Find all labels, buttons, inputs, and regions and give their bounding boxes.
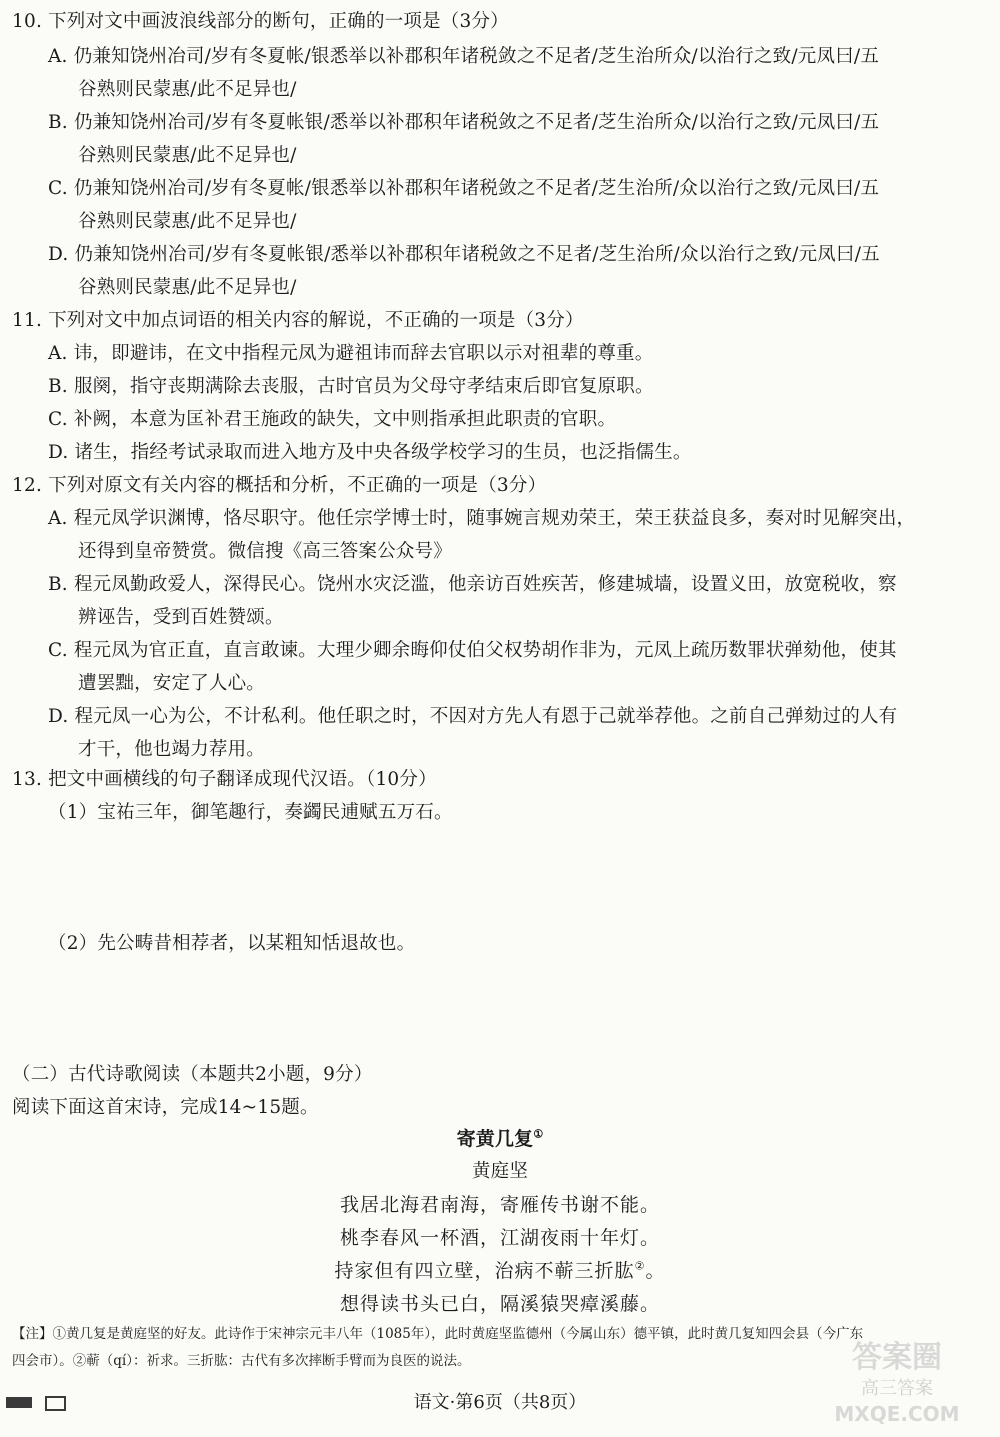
section-intro: 阅读下面这首宋诗，完成14~15题。 — [12, 1097, 319, 1118]
question-11-stem: 11. 下列对文中加点词语的相关内容的解说，不正确的一项是（3分） — [12, 310, 584, 331]
footnote-line-2: 四会市）。②蕲（qí）：祈求。三折肱：古代有多次摔断手臂而为良医的说法。 — [12, 1353, 471, 1369]
question-10-option-d: D. 仍兼知饶州冶司/岁有冬夏帐银/悉举以补郡积年诸税敛之不足者/芝生治所/众以治行之致/元凤曰/五 — [48, 244, 880, 265]
question-10-option-c: C. 仍兼知饶州冶司/岁有冬夏帐/银悉举以补郡积年诸税敛之不足者/芝生治所/众以治行之致/元凤曰/五 — [48, 178, 880, 199]
poem-author: 黄庭坚 — [471, 1161, 529, 1182]
question-12-option-b-cont: 辨诬告，受到百姓赞颂。 — [78, 607, 284, 628]
question-11-option-a: A. 讳，即避讳，在文中指程元凤为避祖讳而辞去官职以示对祖辈的尊重。 — [48, 343, 654, 364]
question-10-option-d-cont: 谷熟则民蒙惠/此不足异也/ — [78, 277, 297, 298]
question-12-stem: 12. 下列对原文有关内容的概括和分析，不正确的一项是（3分） — [12, 475, 547, 496]
question-13-sentence-2: （2）先公畴昔相荐者，以某粗知恬退故也。 — [48, 933, 416, 954]
question-12-option-d-cont: 才干，他也竭力荐用。 — [78, 739, 266, 760]
question-11-option-b: B. 服阕，指守丧期满除去丧服，古时官员为父母守孝结束后即官复原职。 — [48, 376, 654, 397]
watermark-text-2: 高三答案 — [861, 1378, 933, 1399]
poem-line-3-end: 。 — [645, 1260, 666, 1282]
watermark-text-1: 答案圈 — [852, 1340, 942, 1375]
question-10-option-c-cont: 谷熟则民蒙惠/此不足异也/ — [78, 211, 297, 232]
watermark-logo — [822, 1340, 972, 1430]
footnote-line-1: 【注】①黄几复是黄庭坚的好友。此诗作于宋神宗元丰八年（1085年），此时黄庭坚监德州（今属山东）德平镇，此时黄几复知四会县（今广东 — [12, 1326, 864, 1342]
poem-line-4: 想得读书头已白，隔溪猿哭瘴溪藤。 — [339, 1293, 660, 1315]
poem-title-text: 寄黄几复 — [456, 1128, 534, 1150]
question-11-option-c: C. 补阙，本意为匡补君王施政的缺失，文中则指承担此职责的官职。 — [48, 409, 617, 430]
question-10-option-a-cont: 谷熟则民蒙惠/此不足异也/ — [78, 79, 297, 100]
question-10-stem: 10. 下列对文中画波浪线部分的断句，正确的一项是（3分） — [12, 11, 509, 32]
poem-line-1: 我居北海君南海，寄雁传书谢不能。 — [339, 1194, 660, 1216]
question-11-option-d: D. 诸生，指经考试录取而进入地方及中央各级学校学习的生员，也泛指儒生。 — [48, 442, 692, 463]
question-12-option-d: D. 程元凤一心为公，不计私利。他任职之时，不因对方先人有恩于己就举荐他。之前自己弹劾过的人有 — [48, 706, 898, 727]
poem-line-3-note-marker: ② — [634, 1259, 646, 1273]
page-number: 语文·第6页（共8页） — [413, 1392, 587, 1413]
question-12-option-c: C. 程元凤为官正直，直言敢谏。大理少卿余晦仰仗伯父权势胡作非为，元凤上疏历数罪状弹劾他，使其 — [48, 640, 897, 661]
question-12-option-a-cont: 还得到皇帝赞赏。微信搜《高三答案公众号》 — [78, 541, 453, 562]
question-13-sentence-1: （1）宝祐三年，御笔趣行，奏蠲民逋赋五万石。 — [48, 802, 453, 823]
poem-line-3-text: 持家但有四立壁，治病不蕲三折肱 — [334, 1260, 635, 1282]
poem-line-3 — [0, 1259, 1000, 1283]
poem-line-2: 桃李春风一杯酒，江湖夜雨十年灯。 — [339, 1227, 660, 1249]
question-12-option-a: A. 程元凤学识渊博，恪尽职守。他任宗学博士时，随事婉言规劝荣王，荣王获益良多，奏对时见解突出， — [48, 508, 916, 529]
section-heading: （二）古代诗歌阅读（本题共2小题，9分） — [12, 1064, 373, 1085]
question-13-stem: 13. 把文中画横线的句子翻译成现代汉语。（10分） — [12, 769, 437, 790]
question-10-option-b: B. 仍兼知饶州冶司/岁有冬夏帐银/悉举以补郡积年诸税敛之不足者/芝生治所众/以治行之致/元凤曰/五 — [48, 112, 880, 133]
question-10-option-b-cont: 谷熟则民蒙惠/此不足异也/ — [78, 145, 297, 166]
question-10-option-a: A. 仍兼知饶州冶司/岁有冬夏帐/银悉举以补郡积年诸税敛之不足者/芝生治所众/以治行之致/元凤曰/五 — [48, 46, 880, 67]
watermark-text-3: MXQE.COM — [834, 1402, 960, 1426]
question-12-option-b: B. 程元凤勤政爱人，深得民心。饶州水灾泛滥，他亲访百姓疾苦，修建城墙，设置义田，放宽税收，察 — [48, 574, 897, 595]
poem-title — [0, 1127, 1000, 1151]
poem-title-note-marker: ① — [533, 1127, 544, 1141]
question-12-option-c-cont: 遭罢黜，安定了人心。 — [78, 673, 266, 694]
